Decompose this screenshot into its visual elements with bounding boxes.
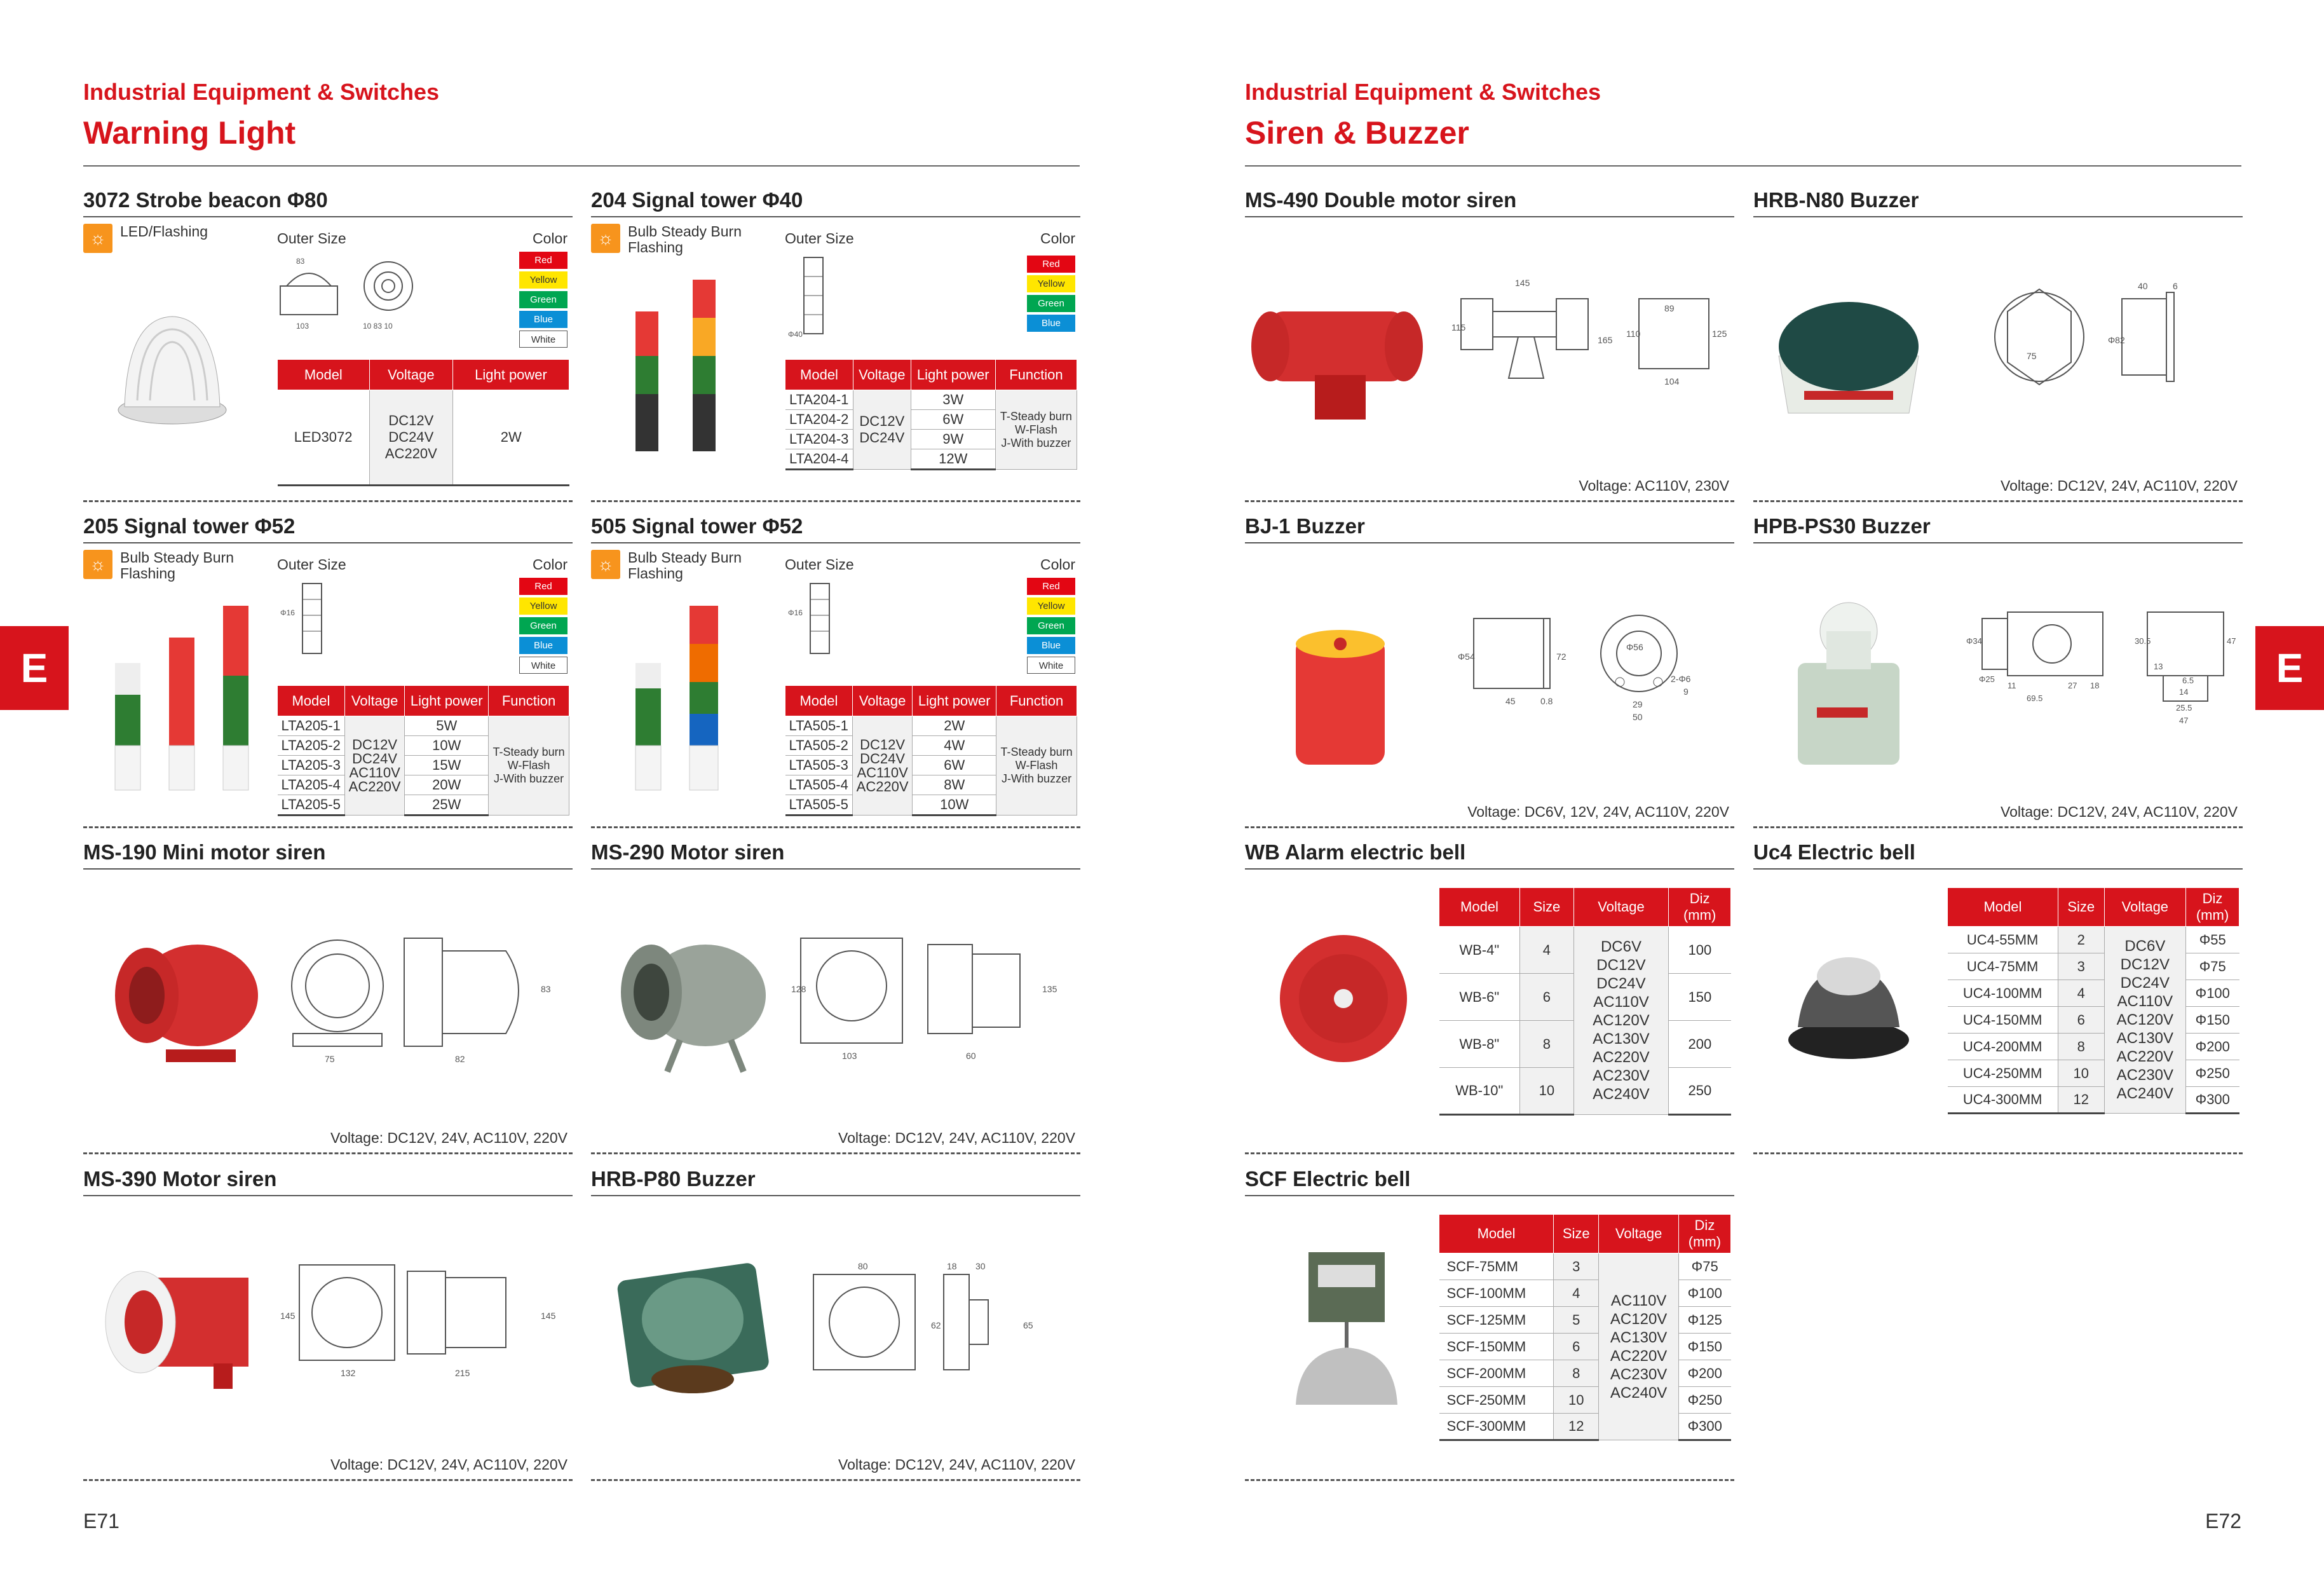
voltage-label: Voltage: DC12V, 24V, AC110V, 220V xyxy=(330,1130,567,1146)
svg-text:Φ40: Φ40 xyxy=(788,330,803,339)
voltage-label: Voltage: AC110V, 230V xyxy=(1579,477,1729,494)
product-hpbps30 xyxy=(1753,510,2243,828)
voltage-label: Voltage: DC6V, 12V, 24V, AC110V, 220V xyxy=(1467,803,1729,820)
dimension-drawing xyxy=(1455,606,1728,733)
svg-text:47: 47 xyxy=(2227,636,2236,646)
dimension-drawing xyxy=(283,932,563,1065)
product-3072 xyxy=(83,184,573,502)
dimension-drawing xyxy=(1448,273,1728,400)
section-title: HRB-P80 Buzzer xyxy=(591,1163,1080,1196)
color-green: Green xyxy=(519,291,567,308)
color-label: Color xyxy=(533,230,567,247)
svg-text:145: 145 xyxy=(280,1311,296,1321)
section-title: 3072 Strobe beacon Φ80 xyxy=(83,184,573,217)
dimension-drawing xyxy=(785,577,887,666)
svg-text:135: 135 xyxy=(1042,984,1057,994)
section-divider xyxy=(591,500,1080,502)
section-divider xyxy=(1245,500,1734,502)
svg-text:0.8: 0.8 xyxy=(1540,696,1553,706)
svg-text:Φ54: Φ54 xyxy=(1458,652,1475,662)
section-title: MS-190 Mini motor siren xyxy=(83,836,573,870)
section-title: 204 Signal tower Φ40 xyxy=(591,184,1080,217)
svg-text:40: 40 xyxy=(2138,281,2148,291)
section-divider xyxy=(1753,1152,2243,1154)
buzzer-photo xyxy=(1766,286,1931,432)
svg-text:65: 65 xyxy=(1023,1320,1033,1330)
svg-text:11: 11 xyxy=(2008,681,2016,690)
signal-tower-photo xyxy=(629,273,744,464)
color-label: Color xyxy=(1040,556,1075,573)
feature-label: ☼ Bulb Steady Burn Flashing xyxy=(591,224,742,256)
color-label: Color xyxy=(1040,230,1075,247)
svg-text:30.5: 30.5 xyxy=(2135,636,2151,646)
svg-text:62: 62 xyxy=(931,1320,941,1330)
svg-text:115: 115 xyxy=(1451,322,1466,332)
svg-text:25.5: 25.5 xyxy=(2176,703,2192,713)
svg-text:103: 103 xyxy=(296,322,309,331)
svg-text:89: 89 xyxy=(1664,303,1675,313)
voltage-cell: DC12V DC24V AC220V xyxy=(369,390,452,486)
page-number: E72 xyxy=(2205,1510,2241,1533)
section-title: MS-490 Double motor siren xyxy=(1245,184,1734,217)
product-uc4 xyxy=(1753,836,2243,1154)
title-divider xyxy=(83,165,1080,167)
spec-table: Model Size Voltage Diz (mm) WB-4" 4 DC6V DC12V DC24V AC110V AC120V AC130V AC220V AC230V AC240V 100 WB-6" 6 150 WB-8" 8 200 WB-10" 10 250 xyxy=(1439,887,1731,1116)
section-divider xyxy=(1753,500,2243,502)
svg-text:60: 60 xyxy=(966,1051,976,1061)
svg-text:30: 30 xyxy=(975,1262,986,1271)
color-blue: Blue xyxy=(1027,315,1075,332)
dimension-drawing xyxy=(1963,599,2236,739)
dimension-drawing xyxy=(807,1262,1074,1389)
svg-text:10 83 10: 10 83 10 xyxy=(363,322,393,331)
svg-text:29: 29 xyxy=(1633,699,1643,709)
color-red: Red xyxy=(1027,578,1075,595)
color-white: White xyxy=(519,331,567,348)
signal-tower-photo xyxy=(629,599,744,803)
color-blue: Blue xyxy=(519,311,567,328)
svg-text:75: 75 xyxy=(2027,351,2037,361)
svg-text:103: 103 xyxy=(842,1051,857,1061)
product-ms290 xyxy=(591,836,1080,1154)
strobe-beacon-photo xyxy=(109,305,236,432)
svg-text:13: 13 xyxy=(2154,662,2163,671)
model-cell: LED3072 xyxy=(278,390,370,486)
mini-motor-siren-photo xyxy=(102,925,268,1084)
electric-bell-photo xyxy=(1779,932,1919,1072)
section-title: 205 Signal tower Φ52 xyxy=(83,510,573,543)
spec-table: Model Size Voltage Diz (mm) SCF-75MM 3 AC110V AC120V AC130V AC220V AC230V AC240V Φ75 SCF-100MM 4 Φ100 SCF-125MM 5 Φ125 SCF-150MM 6 Φ150 SCF-200MM 8 Φ200 SCF-250MM 10 Φ250 SCF-300MM 12 Φ300 xyxy=(1439,1214,1731,1441)
voltage-label: Voltage: DC12V, 24V, AC110V, 220V xyxy=(2001,803,2238,820)
page-title: Warning Light xyxy=(83,115,296,151)
page-title: Siren & Buzzer xyxy=(1245,115,1469,151)
section-divider xyxy=(1753,826,2243,828)
section-divider xyxy=(1245,1479,1734,1481)
title-divider xyxy=(1245,165,2241,167)
voltage-label: Voltage: DC12V, 24V, AC110V, 220V xyxy=(838,1456,1075,1473)
section-divider xyxy=(591,1152,1080,1154)
section-tab: E xyxy=(0,626,69,710)
spec-table: Model Voltage Light power Function LTA204-1 DC12V DC24V 3W T-Steady burn W-Flash J-With buzzer LTA204-2 6W LTA204-3 9W LTA204-4 12W xyxy=(785,359,1077,470)
spec-table: Model Size Voltage Diz (mm) UC4-55MM 2 DC6V DC12V DC24V AC110V AC120V AC130V AC220V AC230V AC240V Φ55 UC4-75MM 3 Φ75 UC4-100MM 4 Φ100 UC4-150MM 6 Φ150 UC4-200MM 8 Φ200 UC4-250MM 10 Φ250 UC4-300MM 12 Φ300 xyxy=(1947,887,2239,1114)
product-205 xyxy=(83,510,573,828)
svg-text:18: 18 xyxy=(2090,681,2100,690)
svg-text:80: 80 xyxy=(858,1262,868,1271)
svg-text:125: 125 xyxy=(1712,329,1727,339)
svg-text:128: 128 xyxy=(791,984,806,994)
svg-text:165: 165 xyxy=(1598,335,1613,345)
outer-size-label: Outer Size xyxy=(277,556,346,573)
section-title: MS-390 Motor siren xyxy=(83,1163,573,1196)
svg-text:110: 110 xyxy=(1626,329,1641,339)
section-title: BJ-1 Buzzer xyxy=(1245,510,1734,543)
voltage-label: Voltage: DC12V, 24V, AC110V, 220V xyxy=(2001,477,2238,494)
svg-text:145: 145 xyxy=(541,1311,556,1321)
dimension-drawing xyxy=(785,251,912,340)
buzzer-photo xyxy=(604,1259,782,1411)
color-green: Green xyxy=(1027,295,1075,312)
section-title: WB Alarm electric bell xyxy=(1245,836,1734,870)
spec-table: Model Voltage Light power Function LTA505-1 DC12V DC24V AC110V AC220V 2W T-Steady burn W-Flash J-With buzzer LTA505-2 4W LTA505-3 6W LTA505-4 8W LTA505-5 10W xyxy=(785,685,1077,816)
color-white: White xyxy=(519,657,567,674)
color-yellow: Yellow xyxy=(519,271,567,289)
svg-text:Φ16: Φ16 xyxy=(788,608,803,617)
svg-text:14: 14 xyxy=(2179,687,2189,697)
product-ms490 xyxy=(1245,184,1734,502)
page-number: E71 xyxy=(83,1510,119,1533)
svg-text:Φ16: Φ16 xyxy=(280,608,295,617)
section-divider xyxy=(83,1152,573,1154)
color-swatches xyxy=(519,252,567,350)
outer-size-label: Outer Size xyxy=(785,230,854,247)
buzzer-photo xyxy=(1283,625,1397,771)
color-swatches xyxy=(519,578,567,676)
section-title: SCF Electric bell xyxy=(1245,1163,1734,1196)
svg-text:6.5: 6.5 xyxy=(2182,676,2194,685)
svg-text:Φ25: Φ25 xyxy=(1979,674,1995,684)
feature-label: ☼ Bulb Steady Burn Flashing xyxy=(591,550,742,582)
svg-text:83: 83 xyxy=(296,257,305,266)
svg-text:50: 50 xyxy=(1633,712,1643,722)
section-title: HPB-PS30 Buzzer xyxy=(1753,510,2243,543)
feature-label: ☼ LED/Flashing xyxy=(83,224,208,253)
section-title: HRB-N80 Buzzer xyxy=(1753,184,2243,217)
voltage-label: Voltage: DC12V, 24V, AC110V, 220V xyxy=(838,1130,1075,1146)
svg-text:6: 6 xyxy=(2173,281,2178,291)
product-ms390 xyxy=(83,1163,573,1481)
color-label: Color xyxy=(533,556,567,573)
section-title: Uc4 Electric bell xyxy=(1753,836,2243,870)
section-divider xyxy=(591,826,1080,828)
svg-text:9: 9 xyxy=(1683,686,1689,697)
color-white: White xyxy=(1027,657,1075,674)
product-scf xyxy=(1245,1163,1734,1481)
signal-tower-photo xyxy=(109,599,274,803)
bulb-icon: ☼ xyxy=(591,550,620,579)
svg-text:47: 47 xyxy=(2179,716,2189,725)
svg-text:Φ82: Φ82 xyxy=(2108,335,2125,345)
feature-label: ☼ Bulb Steady Burn Flashing xyxy=(83,550,234,582)
outer-size-label: Outer Size xyxy=(277,230,346,247)
svg-text:83: 83 xyxy=(541,984,551,994)
color-yellow: Yellow xyxy=(519,597,567,615)
svg-text:18: 18 xyxy=(947,1262,957,1271)
product-204 xyxy=(591,184,1080,502)
dimension-drawing xyxy=(274,251,515,334)
section-title: 505 Signal tower Φ52 xyxy=(591,510,1080,543)
svg-text:Φ34: Φ34 xyxy=(1966,636,1982,646)
section-divider xyxy=(591,1479,1080,1481)
buzzer-photo xyxy=(1785,593,1912,777)
electric-bell-photo xyxy=(1283,1246,1410,1430)
svg-text:27: 27 xyxy=(2068,681,2077,690)
svg-text:145: 145 xyxy=(1515,278,1530,288)
category-heading: Industrial Equipment & Switches xyxy=(83,79,440,105)
dimension-drawing xyxy=(277,577,379,666)
svg-text:2-Φ6: 2-Φ6 xyxy=(1671,674,1691,684)
product-bj1 xyxy=(1245,510,1734,828)
voltage-label: Voltage: DC12V, 24V, AC110V, 220V xyxy=(330,1456,567,1473)
spec-table: Model Voltage Light power Function LTA205-1 DC12V DC24V AC110V AC220V 5W T-Steady burn W-Flash J-With buzzer LTA205-2 10W LTA205-3 15W LTA205-4 20W LTA205-5 25W xyxy=(277,685,569,816)
alarm-bell-photo xyxy=(1270,925,1417,1072)
svg-text:75: 75 xyxy=(325,1054,335,1064)
svg-text:45: 45 xyxy=(1505,696,1516,706)
svg-text:132: 132 xyxy=(341,1368,356,1378)
color-green: Green xyxy=(1027,617,1075,634)
section-divider xyxy=(83,1479,573,1481)
color-red: Red xyxy=(519,252,567,269)
svg-text:69.5: 69.5 xyxy=(2027,693,2043,703)
color-blue: Blue xyxy=(1027,637,1075,654)
color-red: Red xyxy=(1027,256,1075,273)
dimension-drawing xyxy=(791,932,1071,1065)
bulb-icon: ☼ xyxy=(83,550,112,579)
motor-siren-photo xyxy=(610,925,775,1084)
section-divider xyxy=(1245,1152,1734,1154)
power-cell: 2W xyxy=(453,390,569,486)
dimension-drawing xyxy=(277,1259,563,1398)
right-page xyxy=(1162,0,2324,1577)
section-divider xyxy=(1245,826,1734,828)
color-yellow: Yellow xyxy=(1027,597,1075,615)
color-yellow: Yellow xyxy=(1027,275,1075,292)
dimension-drawing xyxy=(1982,273,2236,400)
color-blue: Blue xyxy=(519,637,567,654)
product-hrbn80 xyxy=(1753,184,2243,502)
product-ms190 xyxy=(83,836,573,1154)
bulb-icon: ☼ xyxy=(83,224,112,253)
spec-table: Model Voltage Light power LED3072 DC12V DC24V AC220V 2W xyxy=(277,359,569,486)
section-tab: E xyxy=(2255,626,2324,710)
color-swatches xyxy=(1027,578,1075,676)
color-swatches xyxy=(1027,252,1075,334)
svg-text:Φ56: Φ56 xyxy=(1626,642,1643,652)
outer-size-label: Outer Size xyxy=(785,556,854,573)
color-red: Red xyxy=(519,578,567,595)
double-motor-siren-photo xyxy=(1245,286,1429,432)
section-divider xyxy=(83,826,573,828)
svg-text:215: 215 xyxy=(455,1368,470,1378)
color-green: Green xyxy=(519,617,567,634)
section-title: MS-290 Motor siren xyxy=(591,836,1080,870)
product-505 xyxy=(591,510,1080,828)
category-heading: Industrial Equipment & Switches xyxy=(1245,79,1601,105)
bulb-icon: ☼ xyxy=(591,224,620,253)
svg-text:72: 72 xyxy=(1556,652,1566,662)
svg-text:82: 82 xyxy=(455,1054,465,1064)
svg-text:104: 104 xyxy=(1664,376,1680,386)
product-wb xyxy=(1245,836,1734,1154)
section-divider xyxy=(83,500,573,502)
motor-siren-photo xyxy=(96,1252,274,1411)
product-hrbp80 xyxy=(591,1163,1080,1481)
